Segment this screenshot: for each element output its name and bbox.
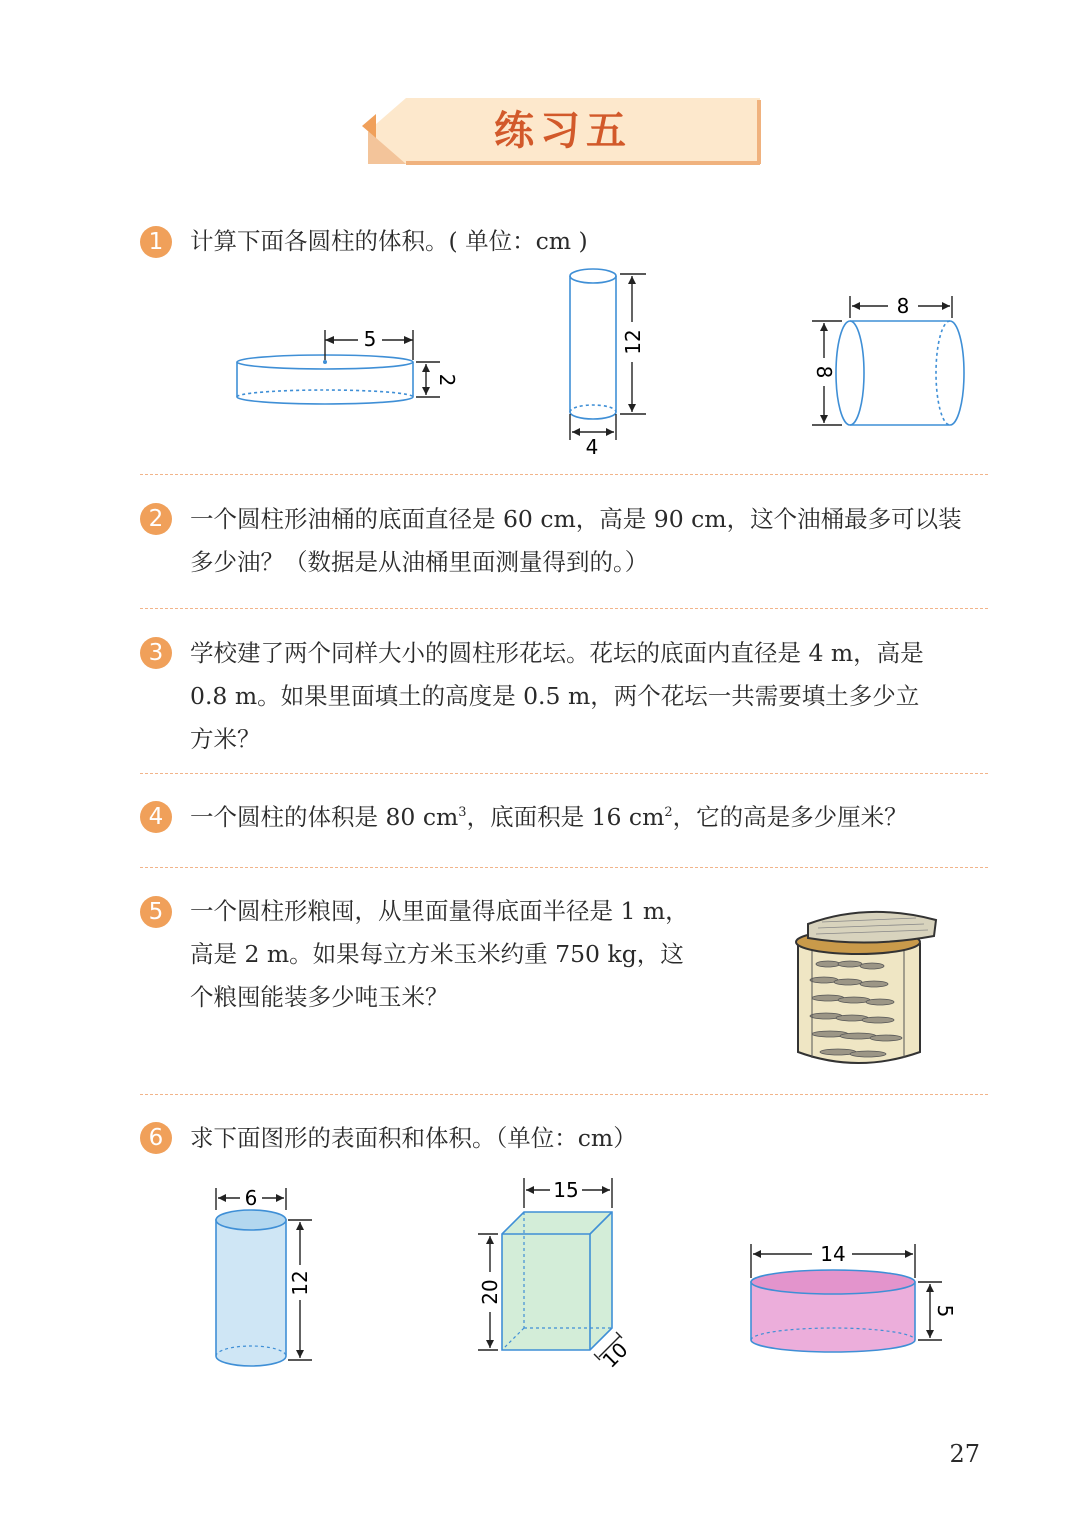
granary-illustration — [788, 902, 938, 1082]
q4-sup-1: 3 — [458, 805, 467, 821]
q6b-depth-label: 10 — [597, 1337, 633, 1373]
question-5-line-3: 个粮囤能装多少吨玉米？ — [190, 983, 449, 1011]
divider — [140, 474, 988, 475]
question-number-1: 1 — [140, 226, 172, 258]
page-number: 27 — [949, 1440, 980, 1468]
question-6-text: 求下面图形的表面积和体积。（单位：cm） — [190, 1124, 637, 1152]
divider — [140, 773, 988, 774]
q4-part-1: 一个圆柱的体积是 80 cm — [190, 803, 459, 831]
q1-figure-horizontal-cylinder — [800, 288, 980, 438]
question-number-6: 6 — [140, 1122, 172, 1154]
q4-part-3: ，它的高是多少厘米？ — [672, 803, 908, 831]
question-3-line-2: 0.8 m。如果里面填土的高度是 0.5 m，两个花坛一共需要填土多少立 — [190, 682, 920, 710]
q6c-height-label: 5 — [933, 1304, 957, 1318]
q1-figure-flat-cylinder — [230, 320, 460, 420]
q1b-diameter-label: 4 — [585, 435, 599, 459]
question-number-2: 2 — [140, 503, 172, 535]
question-3-line-1: 学校建了两个同样大小的圆柱形花坛。花坛的底面内直径是 4 m，高是 — [190, 639, 924, 667]
question-3-line-3: 方米？ — [190, 725, 261, 753]
q1-figure-tall-cylinder — [560, 262, 660, 462]
q4-part-2: ，底面积是 16 cm — [466, 803, 665, 831]
question-number-5: 5 — [140, 896, 172, 928]
q1b-height-label: 12 — [621, 329, 645, 355]
q6-figure-green-box — [470, 1170, 650, 1380]
q1a-height-label: 2 — [435, 373, 459, 387]
q6a-diameter-label: 6 — [244, 1186, 258, 1210]
q6b-width-label: 15 — [553, 1178, 579, 1202]
q6-figure-blue-cylinder — [200, 1180, 330, 1380]
question-5-line-2: 高是 2 m。如果每立方米玉米约重 750 kg，这 — [190, 940, 684, 968]
divider — [140, 867, 988, 868]
divider — [140, 1094, 988, 1095]
question-1-text: 计算下面各圆柱的体积。( 单位：cm ) — [190, 227, 588, 255]
q6a-height-label: 12 — [288, 1270, 312, 1296]
question-2-line-1: 一个圆柱形油桶的底面直径是 60 cm，高是 90 cm，这个油桶最多可以装 — [190, 505, 962, 533]
question-2-line-2: 多少油？（数据是从油桶里面测量得到的。） — [190, 548, 649, 576]
q1c-length-label: 8 — [896, 294, 910, 318]
page-title: 练习五 — [494, 107, 632, 154]
q6c-diameter-label: 14 — [820, 1242, 846, 1266]
q4-sup-2: 2 — [664, 805, 673, 821]
q6-figure-pink-cylinder — [740, 1236, 970, 1366]
q6b-height-label: 20 — [478, 1279, 502, 1305]
question-5-line-1: 一个圆柱形粮囤，从里面量得底面半径是 1 m， — [190, 897, 689, 925]
q1c-diameter-label: 8 — [812, 365, 836, 379]
question-number-4: 4 — [140, 801, 172, 833]
question-4-text — [190, 796, 990, 839]
divider — [140, 608, 988, 609]
q1a-diameter-label: 5 — [363, 327, 377, 351]
question-number-3: 3 — [140, 637, 172, 669]
